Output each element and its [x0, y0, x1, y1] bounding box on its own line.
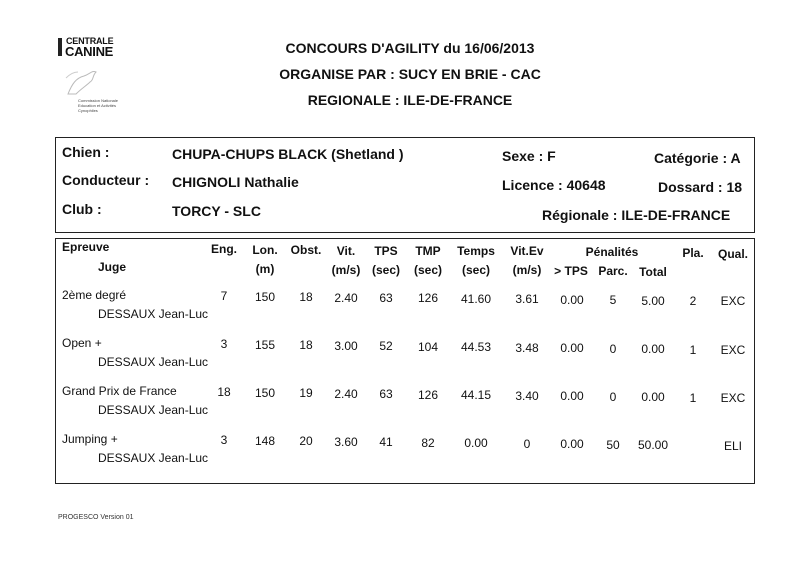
row2-obst: 18	[299, 338, 313, 352]
row2-eng: 3	[220, 337, 228, 351]
col-vit-unit: (m/s)	[331, 263, 361, 277]
row4-lon: 148	[254, 434, 276, 448]
row1-pen-total: 5.00	[641, 294, 665, 308]
row2-vitev: 3.48	[515, 341, 539, 355]
row1-pla: 2	[689, 294, 697, 308]
col-pla: Pla.	[682, 246, 704, 260]
region-line: REGIONALE : ILE-DE-FRANCE	[307, 92, 513, 108]
row4-pen-parc: 50	[606, 438, 620, 452]
row2-epreuve: Open +	[62, 336, 102, 350]
col-obst: Obst.	[290, 243, 322, 257]
row3-vit: 2.40	[334, 387, 358, 401]
col-qual: Qual.	[717, 247, 749, 261]
col-juge: Juge	[98, 260, 127, 274]
row4-vitev: 0	[523, 437, 531, 451]
row4-qual: ELI	[723, 439, 743, 453]
col-temps: Temps	[457, 244, 495, 258]
col-epreuve: Epreuve	[62, 240, 110, 254]
row1-eng: 7	[220, 289, 228, 303]
row1-vitev: 3.61	[515, 292, 539, 306]
row2-juge: DESSAUX Jean-Luc	[98, 355, 209, 369]
conducteur-value: CHIGNOLI Nathalie	[172, 174, 299, 190]
row2-lon: 155	[254, 338, 276, 352]
row2-qual: EXC	[720, 343, 746, 357]
row4-pen-tps: 0.00	[560, 437, 584, 451]
col-temps-unit: (sec)	[461, 263, 491, 277]
organizer-line: ORGANISE PAR : SUCY EN BRIE - CAC	[279, 66, 541, 82]
row1-epreuve: 2ème degré	[62, 288, 127, 302]
col-pen-parc: Parc.	[598, 264, 628, 278]
regionale: Régionale : ILE-DE-FRANCE	[542, 207, 731, 223]
row3-tmp: 126	[417, 388, 439, 402]
row1-pen-parc: 5	[609, 293, 617, 307]
row2-vit: 3.00	[334, 339, 358, 353]
row3-pen-parc: 0	[609, 390, 617, 404]
row1-pen-tps: 0.00	[560, 293, 584, 307]
row1-qual: EXC	[720, 294, 746, 308]
row2-pen-tps: 0.00	[560, 341, 584, 355]
col-lon-unit: (m)	[255, 262, 275, 276]
row4-eng: 3	[220, 433, 228, 447]
col-pen-tps: > TPS	[554, 264, 588, 278]
chien-label: Chien :	[62, 144, 110, 160]
row4-temps: 0.00	[464, 436, 488, 450]
row1-juge: DESSAUX Jean-Luc	[98, 307, 209, 321]
licence: Licence : 40648	[502, 177, 606, 193]
row3-obst: 19	[299, 386, 313, 400]
row3-juge: DESSAUX Jean-Luc	[98, 403, 209, 417]
row1-tmp: 126	[417, 291, 439, 305]
row2-tmp: 104	[417, 340, 439, 354]
footer-version: PROGESCO Version 01	[58, 514, 134, 521]
row1-lon: 150	[254, 290, 276, 304]
row3-epreuve: Grand Prix de France	[62, 384, 177, 398]
row4-juge: DESSAUX Jean-Luc	[98, 451, 209, 465]
row3-tps: 63	[379, 387, 393, 401]
dog-silhouette-icon	[62, 64, 102, 100]
page-title: CONCOURS D'AGILITY du 16/06/2013	[285, 40, 535, 56]
col-penalites: Pénalités	[585, 245, 639, 259]
row1-tps: 63	[379, 291, 393, 305]
row4-tmp: 82	[421, 436, 435, 450]
row3-vitev: 3.40	[515, 389, 539, 403]
logo-line2: CANINE	[65, 44, 114, 59]
club-label: Club :	[62, 201, 102, 217]
row2-temps: 44.53	[460, 340, 492, 354]
logo	[58, 36, 118, 128]
sexe: Sexe : F	[502, 148, 556, 164]
col-eng: Eng.	[211, 242, 237, 256]
col-tps: TPS	[374, 244, 398, 258]
row4-tps: 41	[379, 435, 393, 449]
row3-pla: 1	[689, 391, 697, 405]
row1-obst: 18	[299, 290, 313, 304]
row4-pen-total: 50.00	[637, 438, 669, 452]
logo-tiny-text: Commission Nationale Education et Activités Cynophiles	[78, 98, 119, 113]
row3-pen-tps: 0.00	[560, 389, 584, 403]
row3-eng: 18	[217, 385, 231, 399]
col-lon: Lon.	[252, 243, 278, 257]
logo-side-bar	[58, 38, 62, 56]
col-pen-total: Total	[639, 265, 667, 279]
col-tmp-unit: (sec)	[413, 263, 443, 277]
row3-temps: 44.15	[460, 388, 492, 402]
row1-vit: 2.40	[334, 291, 358, 305]
col-tps-unit: (sec)	[371, 263, 401, 277]
row3-lon: 150	[254, 386, 276, 400]
row1-temps: 41.60	[460, 292, 492, 306]
row4-vit: 3.60	[334, 435, 358, 449]
row2-pen-parc: 0	[609, 342, 617, 356]
chien-value: CHUPA-CHUPS BLACK (Shetland )	[172, 146, 404, 162]
col-vitev-unit: (m/s)	[512, 263, 542, 277]
row3-pen-total: 0.00	[641, 390, 665, 404]
row2-tps: 52	[379, 339, 393, 353]
row3-qual: EXC	[720, 391, 746, 405]
dossard: Dossard : 18	[658, 179, 743, 195]
row2-pla: 1	[689, 343, 697, 357]
col-vitev: Vit.Ev	[510, 244, 544, 258]
logo-line1: CENTRALE	[66, 36, 114, 46]
row4-obst: 20	[299, 434, 313, 448]
row4-epreuve: Jumping +	[62, 432, 118, 446]
row2-pen-total: 0.00	[641, 342, 665, 356]
conducteur-label: Conducteur :	[62, 172, 150, 188]
categorie: Catégorie : A	[654, 150, 741, 166]
col-tmp: TMP	[415, 244, 441, 258]
col-vit: Vit.	[336, 244, 356, 258]
club-value: TORCY - SLC	[172, 203, 261, 219]
